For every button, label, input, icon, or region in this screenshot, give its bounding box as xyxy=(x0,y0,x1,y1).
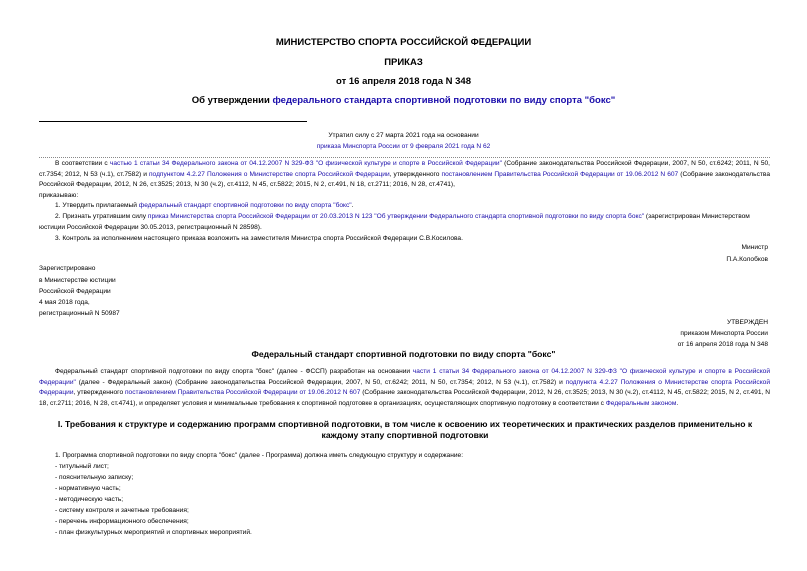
signature-title: Министр xyxy=(741,244,768,251)
standard-title: Федеральный стандарт спортивной подготовки по виду спорта "бокс" xyxy=(251,349,556,359)
regulation-link[interactable]: подпунктом 4.2.27 Положения о Министерстве спорта Российской Федерации xyxy=(148,170,390,178)
item-3: 3. Контроль за исполнением настоящего приказа возложить на заместителя Министра спорта Российской Федерации С.В.Косилова. xyxy=(55,235,463,242)
status-divider xyxy=(39,157,770,158)
standard-paragraph xyxy=(39,367,770,409)
preamble-paragraph xyxy=(39,159,770,191)
standard-text: (Собрание законодательства Российской Федерации, 2012, N 26, ст.3525; 2013, N 30 (ч.2), ст.4112, N 45, ст.5822; 2015, N 2, ст.491, N 18, ст.2711; 2016, N 28, ст.4741), и определяет условия и минимальные требования к спортивной подготовке в организациях, осуществляющих спортивную подготовку в соответствии с xyxy=(39,389,770,407)
section-1-intro: 1. Программа спортивной подготовки по виду спорта "бокс" (далее - Программа) должна иметь следующую структуру и содержание: xyxy=(55,452,464,459)
law-link[interactable]: частью 1 статьи 34 Федерального закона от 04.12.2007 N 329-ФЗ "О физической культуре и спорте в Российской Федерации" xyxy=(109,160,502,167)
order-word: приказываю: xyxy=(39,192,79,199)
resolution-link[interactable]: постановлением Правительства Российской Федерации от 19.06.2012 N 607 xyxy=(124,389,361,396)
doc-title-link[interactable]: федерального стандарта спортивной подготовки по виду спорта "бокс" xyxy=(272,95,616,106)
preamble-text: , утвержденного xyxy=(389,170,442,178)
standard-text: (далее - Федеральный закон) (Собрание законодательства Российской Федерации, 2007, N 50, ст.6242; 2011, N 50, ст.7354; 2012, N 53 (ч.1), ст.7582) и xyxy=(75,378,566,386)
list-item: - план физкультурных мероприятий и спортивных мероприятий. xyxy=(55,529,252,536)
item-text: 2. Признать утратившим силу xyxy=(55,213,148,220)
list-item: - пояснительную записку; xyxy=(55,474,134,481)
list-item: - методическую часть; xyxy=(55,496,124,503)
item-text: 1. Утвердить прилагаемый xyxy=(55,202,139,209)
section-1-heading: I. Требования к структуре и содержанию программ спортивной подготовки, в том числе к освоению их теоретических и практических разделов применительно к каждому этапу спортивной подготовки xyxy=(57,419,753,440)
approval-line: приказом Минспорта России xyxy=(680,330,768,337)
ministry-heading: МИНИСТЕРСТВО СПОРТА РОССИЙСКОЙ ФЕДЕРАЦИИ xyxy=(275,37,532,48)
list-item: - перечень информационного обеспечения; xyxy=(55,518,189,525)
standard-text: Федеральный стандарт спортивной подготовки по виду спорта "бокс" (далее - ФССП) разработан на основании xyxy=(55,368,413,375)
list-item: - нормативную часть; xyxy=(55,485,121,492)
doc-type: ПРИКАЗ xyxy=(384,57,423,68)
law-link[interactable]: части 1 статьи 34 Федерального закона от 04.12.2007 N 329-ФЗ "О физической культуре и спорте в Российской Федерации" xyxy=(39,368,771,386)
preamble-text: (Собрание законодательства Российской Федерации, 2012, N 26, ст.3525; 2013, N 30 (ч.2), ст.4112, N 45, ст.5822; 2015, N 2, ст.491, N 18, ст.2711; 2016, N 28, ст.4741), xyxy=(39,170,770,188)
resolution-link[interactable]: постановлением Правительства Российской Федерации от 19.06.2012 N 607 xyxy=(441,170,679,178)
registration-line: в Министерстве юстиции xyxy=(39,277,116,284)
header-divider xyxy=(39,121,307,122)
doc-title xyxy=(0,95,807,106)
preamble-text: В соответствии с xyxy=(55,160,110,167)
registration-line: Зарегистрировано xyxy=(39,265,96,272)
approval-word: УТВЕРЖДЕН xyxy=(726,319,768,326)
repealed-order-link[interactable]: приказ Министерства спорта Российской Федерации от 20.03.2013 N 123 "Об утверждении Федерального стандарта спортивной подготовки по виду спорта бокс" xyxy=(147,213,645,220)
list-item: - титульный лист; xyxy=(55,463,109,470)
federal-law-link[interactable]: Федеральным законом xyxy=(605,399,677,407)
registration-line: регистрационный N 50987 xyxy=(39,310,120,317)
standard-link[interactable]: федеральный стандарт спортивной подготовки по виду спорта "бокс" xyxy=(138,202,352,209)
doc-date-number: от 16 апреля 2018 года N 348 xyxy=(336,76,471,87)
item-1 xyxy=(55,201,770,212)
item-2 xyxy=(39,212,770,233)
signature-name: П.А.Колобков xyxy=(726,256,768,263)
item-text: (зарегистрирован Министерством юстиции Российской Федерации 30.05.2013, регистрационный N 28598). xyxy=(39,213,750,231)
item-text: . xyxy=(351,202,354,209)
registration-line: 4 мая 2018 года, xyxy=(39,299,90,306)
approval-line: от 16 апреля 2018 года N 348 xyxy=(677,341,768,348)
doc-title-prefix: Об утверждении xyxy=(191,95,273,106)
preamble-text: (Собрание законодательства Российской Федерации, 2007, N 50, ст.6242; 2011, N 50, ст.7354; 2012, N 53 (ч.1), ст.7582) и xyxy=(39,160,770,178)
status-line: Утратил силу с 27 марта 2021 года на основании xyxy=(328,132,479,139)
status-link[interactable]: приказа Минспорта России от 9 февраля 2021 года N 62 xyxy=(316,143,491,150)
standard-text: . xyxy=(676,399,679,407)
regulation-link[interactable]: подпункта 4.2.27 Положения о Министерстве спорта Российской Федерации xyxy=(39,378,770,396)
list-item: - систему контроля и зачетные требования; xyxy=(55,507,189,514)
standard-text: , утвержденного xyxy=(73,389,125,396)
registration-line: Российской Федерации xyxy=(39,288,111,295)
